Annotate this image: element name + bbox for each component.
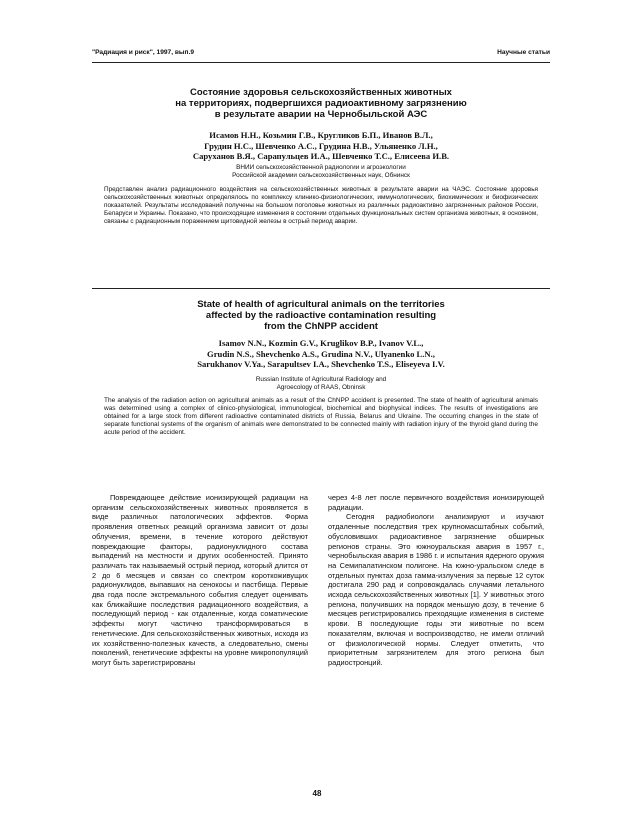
body-paragraph: Повреждающее действие ионизирующей радиации на организм сельскохозяйственных животных проявляется в виде различных патологических эффектов. Форма проявления ответных реакций организма зависит от дозы облучения, времени, в течение которого действуют повреждающие факторы, радионуклидного состава выпадений на местности и других особенностей. Принято различать так называемый острый период, который длится от 2 до 6 месяцев и связан со спектром короткоживущих радионуклидов, выпавших на сенокосы и пастбища. Первые два года после экстремального события следует оценивать как ближайшие последствия радиационного воздействия, а последующий период - как отдаленные, когда соматические эффекты могут частично трансформироваться в генетические. Для сельскохозяйственных животных, исходя из их хозяйственно-полезных качеств, а следовательно, смены поколений, генетические эффекты на уровне микропопуляций могут быть зарегистрированы — [92, 493, 308, 667]
page-number: 48 — [312, 789, 322, 798]
ru-affiliation: ВНИИ сельскохозяйственной радиологии и агроэкологии Российской академии сельскохозяйственных наук, Обнинск — [232, 164, 410, 180]
ru-title: Состояние здоровья сельскохозяйственных животных на территориях, подвергшихся радиоактивному загрязнению в результате аварии на Чернобыльской АЭС — [175, 87, 467, 121]
ru-abstract: Представлен анализ радиационного воздействия на сельскохозяйственных животных в результате аварии на ЧАЭС. Состояние здоровья сельскохозяйственных животных определялось по комплексу клинико-физиологических, иммунологических, биохимических и биофизических показателей. Результаты исследований получены на большом поголовье животных из различных радиоактивно загрязненных районов России, Беларуси и Украины. Показано, что происходящие изменения в состоянии отдельных функциональных систем организма животных, в основном, связаны с радиационным поражением щитовидной железы в острый период аварии. — [104, 186, 538, 226]
body-left-column — [92, 493, 308, 668]
en-title: State of health of agricultural animals on the territories affected by the radioactive contamination resulting from the ChNPP accident — [197, 299, 445, 333]
en-abstract: The analysis of the radiation action on agricultural animals as a result of the ChNPP accident is presented. The state of health of agricultural animals was determined using a complex of clinico-physiological, immunological, biochemical and biophysical indices. The results of investigations are obtained for a large stock from different radioactive contaminated districts of Russia, Belarus and Ukraine. The occurring changes in the state of separate functional systems of the organism of animals were demonstrated to be connected mainly with radiation injury of the thyroid gland during the acute period of the accident. — [104, 397, 538, 436]
body-paragraph: Сегодня радиобиологи анализируют и изучают отдаленные последствия трех крупномасштабных событий, обусловивших радиоактивное загрязнение обширных регионов страны. Это южноуральская авария в 1957 г., чернобыльская авария в 1986 г. и испытания ядерного оружия на Семипалатинском полигоне. На южно-уральском следе в отдельных пунктах доза гамма-излучения за первые 12 суток достигала 290 рад и сопровождалась случаями летального исхода сельскохозяйственных животных [1]. У животных этого региона, получивших на порядок меньшую дозу, в течение 6 месяцев регистрировались преходящие изменения в системе крови. В последующие годы эти животные по всем показателям, включая и воспроизводство, не имели отличий от физиологической нормы. Следует отметить, что приоритетным загрязнителем для этого региона был радиостронций. — [328, 512, 544, 667]
body-right-column — [328, 493, 544, 668]
section-name: Научные статьи — [497, 49, 550, 56]
header-rule — [92, 62, 550, 63]
running-header — [92, 48, 550, 60]
journal-name: "Радиация и риск", 1997, вып.9 — [92, 49, 195, 56]
ru-authors: Исамов Н.Н., Козьмин Г.В., Кругликов Б.П., Иванов В.Л., Грудин Н.С., Шевченко А.С., Грудина Н.В., Ульяненко Л.Н., Саруханов В.Я., Сарапульцев И.А., Шевченко Т.С., Елисеева И.В. — [192, 130, 450, 162]
en-authors: Isamov N.N., Kozmin G.V., Kruglikov B.P., Ivanov V.L., Grudin N.S., Shevchenko A.S., Grudina N.V., Ulyanenko L.N., Sarukhanov V.Ya., Sarapultsev I.A., Shevchenko T.S., Eliseyeva I.V. — [197, 338, 445, 370]
body-paragraph-continued: через 4-8 лет после первичного воздействия ионизирующей радиации. — [328, 493, 544, 512]
en-affiliation: Russian Institute of Agricultural Radiology and Agroecology of RAAS, Obninsk — [255, 376, 387, 392]
section-rule — [92, 288, 550, 289]
